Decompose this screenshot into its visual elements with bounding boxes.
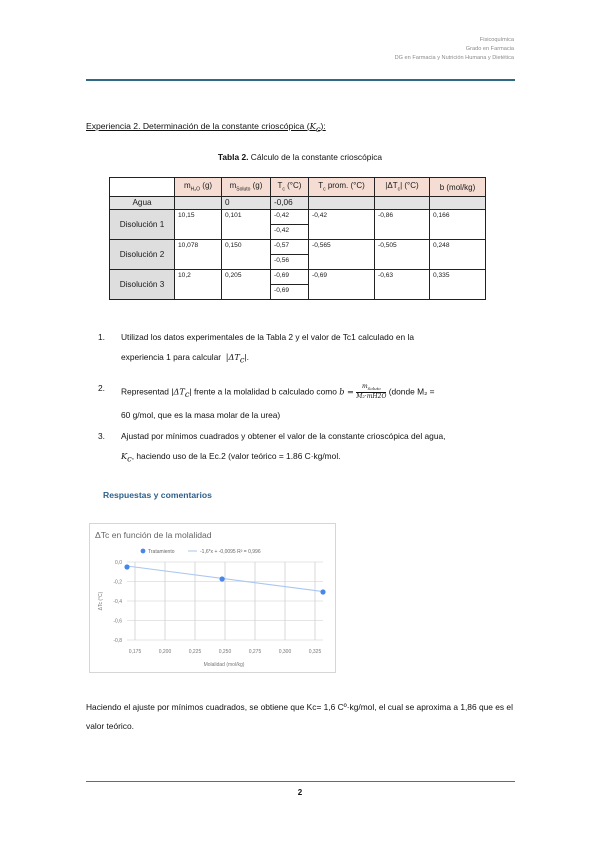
cell-b: 0,335: [430, 270, 486, 300]
data-table: [109, 177, 486, 300]
cell-delta: -0,505: [375, 240, 430, 270]
instruction-item-1: [98, 332, 518, 366]
section-heading-symbol-sub: c: [315, 123, 321, 134]
cell-m-h2o: 10,15: [175, 210, 222, 240]
cell-b: 0,166: [430, 210, 486, 240]
x-tick-label: 0,175: [128, 649, 142, 655]
instruction-item-2: [98, 383, 518, 421]
instruction-item-3: [98, 431, 518, 465]
row-label-agua: Agua: [110, 197, 175, 210]
section-heading: [86, 121, 326, 134]
page-number: 2: [297, 788, 303, 797]
cell-agua-tc-prom: [309, 197, 375, 210]
cell-m-soluto: 0,101: [222, 210, 271, 240]
legend-fit-label: -1,6*x + -0,0095 R² = 0,996: [200, 549, 261, 555]
cell-agua-m-soluto: 0: [222, 197, 271, 210]
delta-tc-symbol: |ΔT: [225, 352, 240, 362]
x-tick-label: 0,275: [248, 649, 262, 655]
section-heading-suffix: ):: [320, 121, 326, 131]
table-row-agua: [110, 197, 486, 210]
table-row: [110, 240, 486, 255]
item-3-line-1: Ajustad por mínimos cuadrados y obtener el valor de la constante crioscópica del agua,: [121, 430, 446, 441]
chart-title: ΔTc en función de la molalidad: [95, 530, 212, 540]
molality-equation: b =: [339, 385, 354, 396]
table-header-row: [110, 178, 486, 197]
document-header: [395, 36, 514, 63]
delta-tc-symbol: ΔT: [173, 385, 185, 396]
cell-agua-m-h2o: [175, 197, 222, 210]
table-caption-text: Cálculo de la constante crioscópica: [248, 152, 383, 162]
header-m-soluto: $m_{Soluto}$ (g): [222, 178, 271, 197]
header-tc: $T_c$ (°C): [271, 178, 309, 197]
y-tick-label: -0,4: [113, 599, 122, 605]
row-label: Disolución 2: [110, 240, 175, 270]
section-heading-symbol: K: [309, 121, 316, 131]
header-rule: [86, 79, 515, 81]
table-row: [110, 270, 486, 285]
cell-tc-2: -0,69: [271, 285, 309, 300]
header-delta-tc: $|\Delta T_c|$ (°C): [375, 178, 430, 197]
cell-b: 0,248: [430, 240, 486, 270]
data-point: [320, 589, 325, 594]
y-tick-label: -0,8: [113, 638, 122, 644]
cell-tc-prom: -0,565: [309, 240, 375, 270]
x-tick-label: 0,225: [188, 649, 202, 655]
cell-tc-2: -0,56: [271, 255, 309, 270]
cell-delta: -0,63: [375, 270, 430, 300]
y-tick-label: -0,6: [113, 618, 122, 625]
data-point: [124, 564, 129, 569]
header-m-h2o: $m_{H_2O}$ (g): [175, 178, 222, 197]
cell-agua-delta: [375, 197, 430, 210]
cell-tc-prom: -0,42: [309, 210, 375, 240]
section-heading-text: Experiencia 2. Determinación de la constante crioscópica (: [86, 121, 310, 131]
header-tc-prom: $T_c$ prom. (°C): [309, 178, 375, 197]
table-header-empty: [110, 178, 175, 197]
responses-title: Respuestas y comentarios: [103, 490, 212, 500]
item-number: 2.: [98, 382, 105, 393]
legend-marker: [141, 549, 146, 554]
y-axis-label: ΔTc (°C): [98, 591, 104, 611]
item-1-line-2: experiencia 1 para calcular $|\Delta T_c|$.: [121, 352, 249, 365]
item-2-line-1: Representad $|\Delta T_c|$ frente a la molalidad b calculado como b = $\frac{m_{Soluto}}{\text{M₂·mH2O}}$ (donde M₂ =: [121, 382, 435, 400]
molality-fraction: $\frac{m_{Soluto}}{\text{M₂·mH2O}}$: [356, 382, 387, 400]
x-tick-label: 0,200: [158, 649, 172, 655]
cell-m-h2o: 10,2: [175, 270, 222, 300]
molality-chart: [89, 523, 336, 673]
row-label: Disolución 3: [110, 270, 175, 300]
cell-agua-tc: -0,06: [271, 197, 309, 210]
cell-tc-1: -0,42: [271, 210, 309, 225]
data-point: [220, 576, 225, 581]
item-3-line-2: $K_c$, haciendo uso de la Ec.2 (valor teórico = 1.86 C·kg/mol.: [121, 450, 341, 464]
table-row: [110, 210, 486, 225]
cell-m-soluto: 0,205: [222, 270, 271, 300]
header-b: b (mol/kg): [430, 178, 486, 197]
row-label: Disolución 1: [110, 210, 175, 240]
conclusion-text: Haciendo el ajuste por mínimos cuadrados, se obtiene que Kc= 1,6 Cº·kg/mol, el cual se aproxima a 1,86 que es el valor teórico.: [86, 702, 513, 731]
footer-rule: [86, 781, 515, 782]
x-axis-label: Molalidad (mol/kg): [203, 662, 245, 668]
item-number: 1.: [98, 332, 105, 342]
table-caption-label: Tabla 2.: [217, 152, 249, 162]
y-tick-label: 0,0: [115, 560, 122, 566]
y-tick-label: -0,2: [113, 579, 122, 586]
cell-tc-1: -0,57: [271, 240, 309, 255]
cell-m-h2o: 10,078: [175, 240, 222, 270]
cell-agua-b: [430, 197, 486, 210]
x-tick-label: 0,300: [278, 649, 292, 655]
cell-m-soluto: 0,150: [222, 240, 271, 270]
header-line-course: Fisicoquímica: [479, 37, 514, 43]
table-caption: [0, 152, 600, 162]
x-tick-label: 0,325: [308, 649, 322, 655]
cell-tc-1: -0,69: [271, 270, 309, 285]
item-1-line-1: Utilizad los datos experimentales de la Tabla 2 y el valor de Tc1 calculado en la: [121, 332, 414, 342]
cell-delta: -0,86: [375, 210, 430, 240]
cell-tc-prom: -0,69: [309, 270, 375, 300]
item-number: 3.: [98, 430, 105, 441]
x-tick-label: 0,250: [218, 649, 232, 655]
item-2-line-2: 60 g/mol, que es la masa molar de la urea): [121, 409, 281, 420]
chart-svg: [90, 524, 337, 674]
instructions-list: [98, 332, 518, 465]
kc-symbol: K: [121, 450, 128, 461]
legend-series-label: Tratamiento: [148, 549, 175, 555]
header-line-degree: Grado en Farmacia: [465, 46, 514, 52]
header-line-double-degree: DG en Farmacia y Nutrición Humana y Dietética: [394, 55, 514, 61]
cell-tc-2: -0,42: [271, 225, 309, 240]
